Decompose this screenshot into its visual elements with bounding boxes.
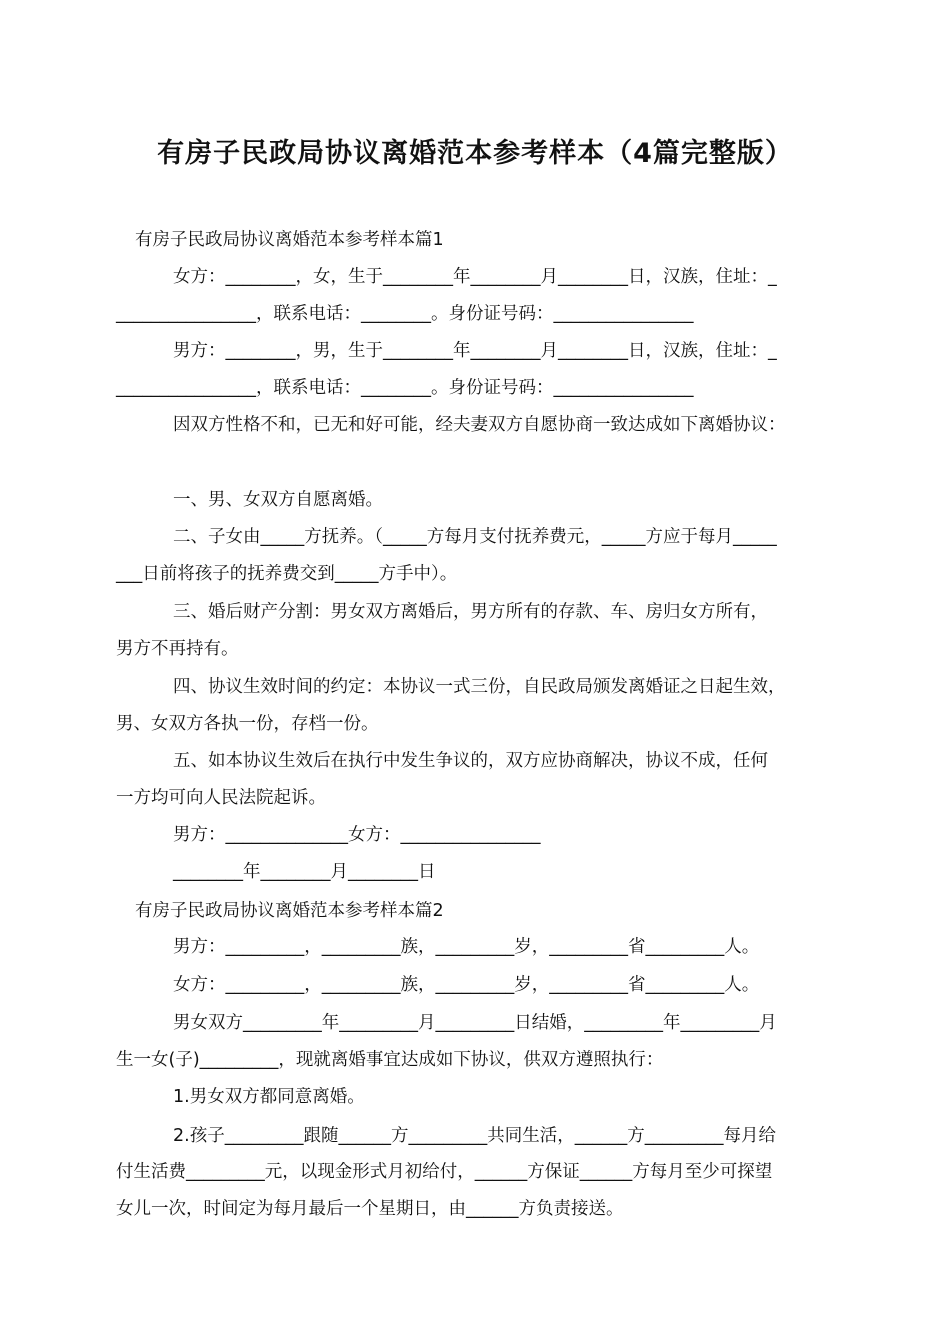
male-info-line: 男方：_________，_________族，_________岁，_________省_________人。 [173,937,760,957]
marriage-line-1: 男女双方_________年_________月_________日结婚，_________年_________月 [173,1013,777,1033]
signature-line: 男方：______________女方：________________ [173,825,541,845]
clause-5-line-1: 五、如本协议生效后在执行中发生争议的，双方应协商解决，协议不成，任何 [173,751,768,771]
clause-2-line-3: 女儿一次，时间定为每月最后一个星期日，由______方负责接送。 [116,1199,624,1219]
clause-2-line-1: 2.孩子_________跟随______方_________共同生活，______方_________每月给 [173,1126,776,1146]
document-title: 有房子民政局协议离婚范本参考样本（4篇完整版） [157,138,793,169]
clause-2-line-2: ___日前将孩子的抚养费交到_____方手中）。 [116,564,458,584]
date-line: ________年________月________日 [173,862,436,882]
agreement-intro: 因双方性格不和，已无和好可能，经夫妻双方自愿协商一致达成如下离婚协议： [173,415,786,435]
female-info-line-1: 女方：________，女，生于________年________月________日，汉族，住址：_ [173,267,777,287]
clause-3-line-2: 男方不再持有。 [116,639,239,659]
clause-2-line-2: 付生活费_________元，以现金形式月初给付，______方保证______方每月至少可探望 [116,1162,773,1182]
female-info-line: 女方：_________，_________族，_________岁，_________省_________人。 [173,975,760,995]
clause-3-line-1: 三、婚后财产分割：男女双方离婚后，男方所有的存款、车、房归女方所有， [173,602,768,622]
section-1-heading: 有房子民政局协议离婚范本参考样本篇1 [135,230,444,250]
male-info-line-1: 男方：________，男，生于________年________月________日，汉族，住址：_ [173,341,777,361]
female-info-line-2: ________________，联系电话：________。身份证号码：________________ [116,304,694,324]
clause-4-line-2: 男、女双方各执一份，存档一份。 [116,714,379,734]
clause-5-line-2: 一方均可向人民法院起诉。 [116,788,326,808]
clause-2-line-1: 二、子女由_____方抚养。（_____方每月支付抚养费元，_____方应于每月_____ [173,527,777,547]
clause-4-line-1: 四、协议生效时间的约定：本协议一式三份，自民政局颁发离婚证之日起生效， [173,677,786,697]
clause-1: 1.男女双方都同意离婚。 [173,1087,365,1107]
section-2-heading: 有房子民政局协议离婚范本参考样本篇2 [135,901,444,921]
marriage-line-2: 生一女(子)_________，现就离婚事宜达成如下协议，供双方遵照执行： [116,1050,664,1070]
clause-1: 一、男、女双方自愿离婚。 [173,490,383,510]
male-info-line-2: ________________，联系电话：________。身份证号码：________________ [116,378,694,398]
